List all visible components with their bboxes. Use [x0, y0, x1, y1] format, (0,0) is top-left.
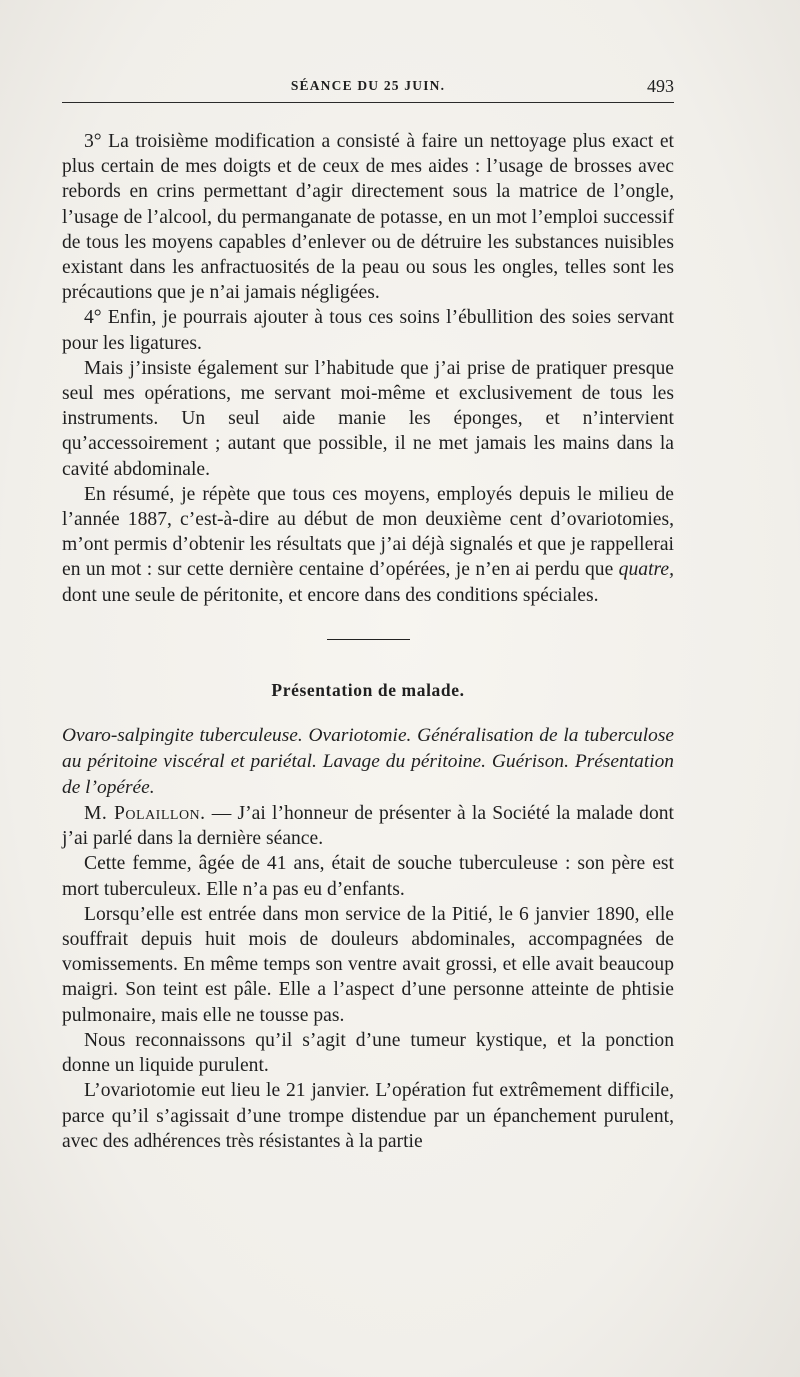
paragraph-patient: Cette femme, âgée de 41 ans, était de souche tuberculeuse : son père est mort tuberculeux. Elle n’a pas eu d’enfants.: [62, 853, 674, 900]
section-heading: Présentation de malade.: [271, 679, 465, 700]
paragraph-speaker: [62, 801, 674, 851]
paragraph-summary: [62, 482, 674, 608]
speaker-text: — J’ai l’honneur de présenter à la Société la malade dont j’ai parlé dans la dernière séance.: [62, 803, 674, 850]
page-content: [62, 129, 674, 1154]
paragraph-habit: Mais j’insiste également sur l’habitude que j’ai prise de pratiquer presque seul mes opérations, me servant moi-même et exclusivement de tous les instruments. Un seul aide manie les éponges, et n’intervient qu’accessoirement ; autant que possible, il ne met jamais les mains dans la cavité abdominale.: [62, 357, 674, 480]
summary-text-before: En résumé, je répète que tous ces moyens, employés depuis le milieu de l’année 1887, c’est-à-dire au début de mon deuxième cent d’ovariotomies, m’ont permis d’obtenir les résultats que j’ai déjà signalés et que je rappellerai en un mot : sur cette dernière centaine d’opérées, je n’en ai perdu que: [62, 483, 674, 581]
paragraph-ligatures: 4° Enfin, je pourrais ajouter à tous ces soins l’ébullition des soies servant pour les ligatures.: [62, 307, 674, 354]
paragraph-admission: Lorsqu’elle est entrée dans mon service de la Pitié, le 6 janvier 1890, elle souffrait depuis huit mois de douleurs abdominales, accompagnées de vomissements. En même temps son ventre avait grossi, et elle avait beaucoup maigri. Son teint est pâle. Elle a l’aspect d’une personne atteinte de phtisie pulmonaire, mais elle ne tousse pas.: [62, 903, 674, 1026]
section-subtitle: Ovaro-salpingite tuberculeuse. Ovariotomie. Généralisation de la tuberculose au péritoine viscéral et pariétal. Lavage du péritoine. Guérison. Présentation de l’opérée.: [62, 725, 674, 799]
page-header: [62, 76, 674, 103]
section-divider: [327, 639, 410, 640]
page-number: 493: [647, 76, 674, 96]
paragraph-operation: L’ovariotomie eut lieu le 21 janvier. L’opération fut extrêmement difficile, parce qu’il s’agissait d’une trompe distendue par un épanchement purulent, avec des adhérences très résistantes à la partie: [62, 1080, 674, 1152]
paragraph-third-modification: 3° La troisième modification a consisté à faire un nettoyage plus exact et plus certain de mes doigts et de ceux de mes aides : l’usage de brosses avec rebords en crins permettant d’agir directement sous la matrice de l’ongle, l’usage de l’alcool, du permanganate de potasse, en un mot l’emploi successif de tous les moyens capables d’enlever ou de détruire les substances nuisibles existant dans les anfractuosités de la peau ou sous les ongles, telles sont les précautions que je n’ai jamais négligées.: [62, 131, 674, 304]
running-title: SÉANCE DU 25 JUIN.: [290, 78, 446, 93]
summary-emphasis: quatre,: [618, 559, 674, 581]
summary-text-after: dont une seule de péritonite, et encore dans des conditions spéciales.: [62, 584, 599, 606]
speaker-name: M. Polaillon.: [84, 803, 206, 825]
paragraph-diagnosis: Nous reconnaissons qu’il s’agit d’une tumeur kystique, et la ponction donne un liquide purulent.: [62, 1029, 674, 1077]
